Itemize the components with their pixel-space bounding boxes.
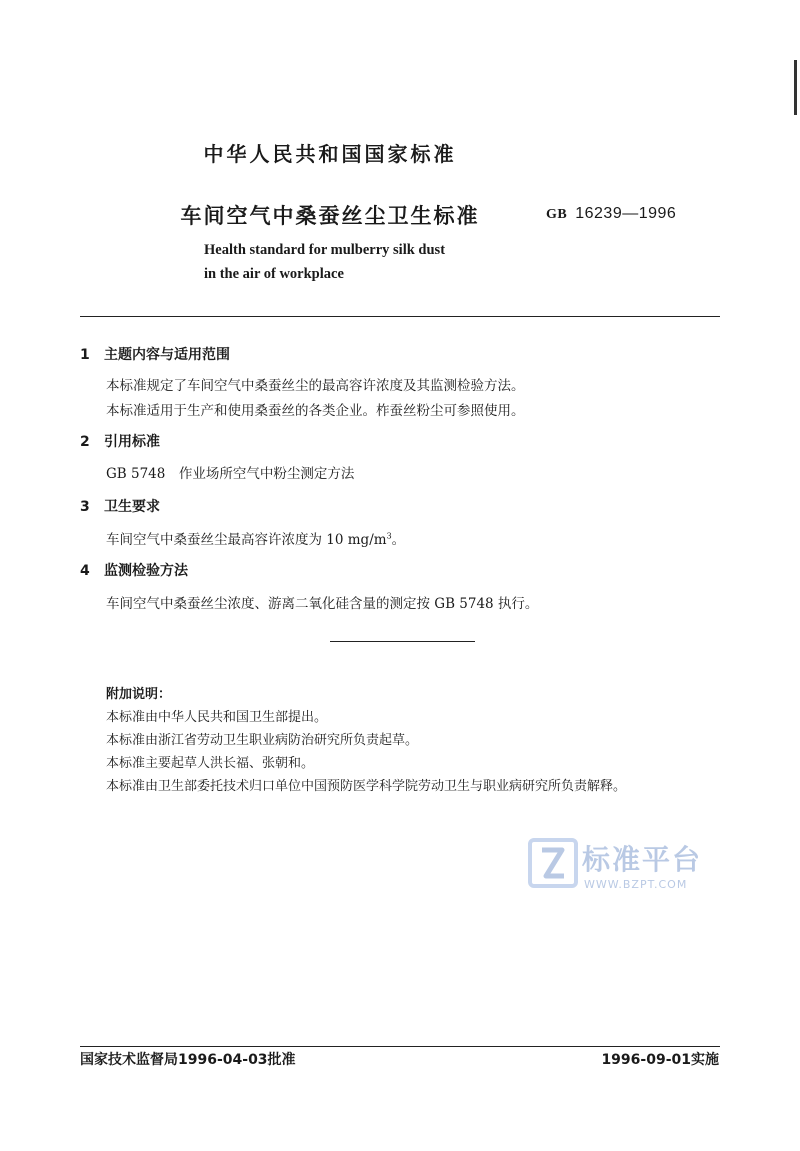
header-rule: [80, 316, 720, 317]
standard-code: [546, 205, 676, 223]
scan-edge-mark: [794, 60, 797, 115]
footer-rule: [80, 1046, 720, 1047]
approval-text: 国家技术监督局1996-04-03批准: [80, 1052, 296, 1068]
watermark-logo-icon: [528, 838, 578, 888]
section-3-paragraph-1: 车间空气中桑蚕丝尘最高容许浓度为 10 $mg/m^3$。: [106, 531, 406, 548]
superscript-3: 3: [386, 531, 392, 541]
section-heading-1: 1 主题内容与适用范围: [80, 347, 230, 363]
english-title: [204, 238, 445, 286]
implementation-text: 1996-09-01实施: [601, 1052, 719, 1068]
section-heading-3: 3 卫生要求: [80, 499, 160, 515]
section-1-paragraph-2: 本标准适用于生产和使用桑蚕丝的各类企业。柞蚕丝粉尘可参照使用。: [106, 403, 525, 419]
english-title-line1: Health standard for mulberry silk dust: [204, 242, 446, 258]
note-line: 本标准由浙江省劳动卫生职业病防治研究所负责起草。: [106, 733, 419, 748]
note-line: 本标准主要起草人洪长福、张朝和。: [106, 756, 315, 771]
end-of-body-rule: [330, 641, 475, 642]
note-line: 本标准由卫生部委托技术归口单位中国预防医学科学院劳动卫生与职业病研究所负责解释。: [106, 779, 627, 794]
watermark-url: WWW.BZPT.COM: [584, 878, 688, 891]
org-title: 中华人民共和国国家标准: [203, 142, 457, 166]
english-title-line2: in the air of workplace: [204, 266, 344, 282]
watermark-text: 标准平台: [582, 843, 703, 876]
note-line: 本标准由中华人民共和国卫生部提出。: [106, 710, 328, 725]
standard-code-prefix: GB: [546, 207, 568, 222]
section-4-paragraph-1: 车间空气中桑蚕丝尘浓度、游离二氧化硅含量的测定按 GB 5748 执行。: [106, 596, 539, 612]
section-1-paragraph-1: 本标准规定了车间空气中桑蚕丝尘的最高容许浓度及其监测检验方法。: [106, 378, 525, 394]
notes-heading: 附加说明：: [106, 687, 172, 702]
section-heading-2: 2 引用标准: [80, 434, 160, 450]
standard-title: 车间空气中桑蚕丝尘卫生标准: [180, 204, 480, 228]
section-heading-4: 4 监测检验方法: [80, 563, 188, 579]
standard-code-number: 16239—1996: [575, 205, 677, 222]
section-2-paragraph-1: GB 5748 作业场所空气中粉尘测定方法: [106, 466, 355, 482]
